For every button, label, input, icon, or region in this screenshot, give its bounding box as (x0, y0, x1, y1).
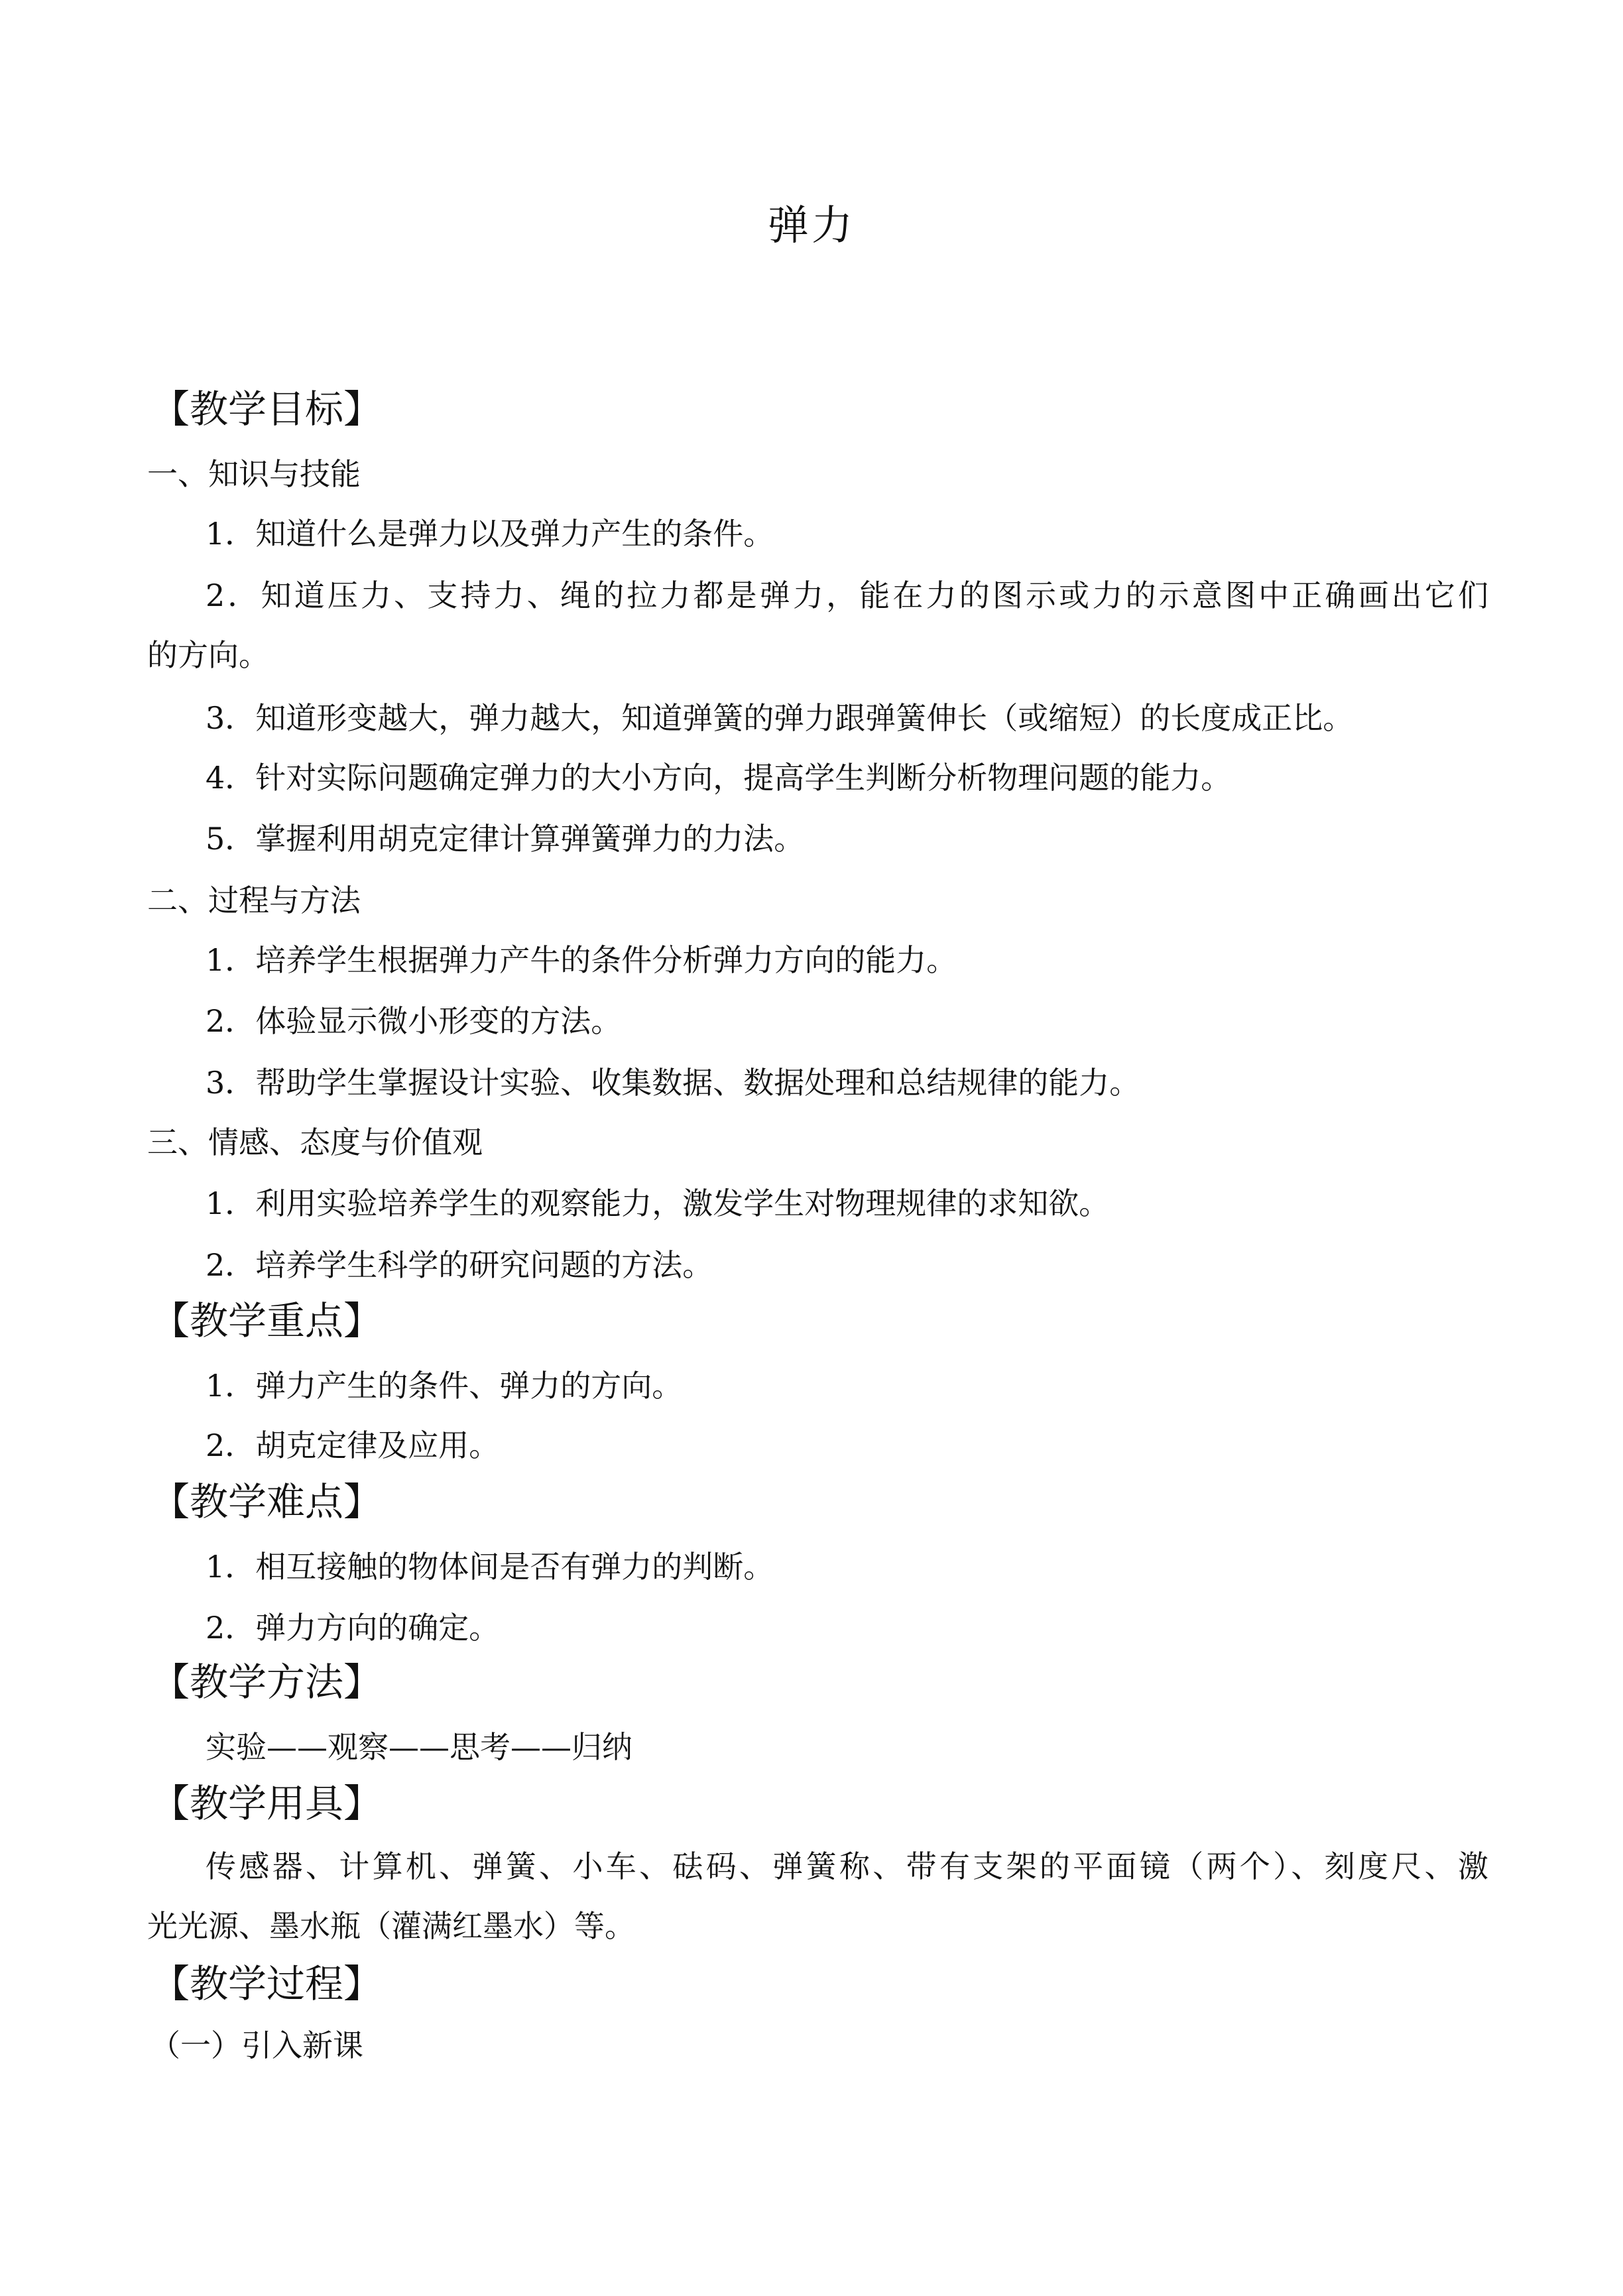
process-item-1: 1．培养学生根据弹力产牛的条件分析弹力方向的能力。 (206, 942, 957, 978)
keypoint-item-2: 2．胡克定律及应用。 (206, 1427, 500, 1463)
knowledge-item-3: 3．知道形变越大，弹力越大，知道弹簧的弹力跟弹簧伸长（或缩短）的长度成正比。 (206, 700, 1354, 736)
section-heading-difficulties: 【教学难点】 (151, 1479, 383, 1524)
subheading-knowledge: 一、知识与技能 (147, 456, 361, 492)
subheading-process-method: 二、过程与方法 (147, 882, 361, 918)
knowledge-item-1: 1．知道什么是弹力以及弹力产生的条件。 (206, 516, 774, 552)
section-heading-methods: 【教学方法】 (151, 1660, 383, 1705)
tools-line-2: 光光源、墨水瓶（灌满红墨水）等。 (147, 1908, 635, 1944)
section-heading-tools: 【教学用具】 (151, 1781, 383, 1826)
tools-line-1: 传感器、计算机、弹簧、小车、砝码、弹簧称、带有支架的平面镜（两个）、刻度尺、激 (206, 1848, 1488, 1884)
process-item-2: 2．体验显示微小形变的方法。 (206, 1003, 622, 1039)
section-heading-keypoints: 【教学重点】 (151, 1298, 383, 1343)
section-heading-process: 【教学过程】 (151, 1961, 383, 2006)
page-title: 弹力 (767, 201, 855, 249)
subheading-emotion: 三、情感、态度与价值观 (147, 1124, 483, 1160)
process-step-1: （一）引入新课 (150, 2027, 363, 2063)
process-item-3: 3．帮助学生掌握设计实验、收集数据、数据处理和总结规律的能力。 (206, 1065, 1140, 1101)
difficulty-item-2: 2．弹力方向的确定。 (206, 1610, 500, 1646)
emotion-item-1: 1．利用实验培养学生的观察能力，激发学生对物理规律的求知欲。 (206, 1185, 1110, 1221)
keypoint-item-1: 1．弹力产生的条件、弹力的方向。 (206, 1368, 683, 1404)
knowledge-item-2-cont: 的方向。 (147, 637, 269, 673)
emotion-item-2: 2．培养学生科学的研究问题的方法。 (206, 1247, 713, 1283)
knowledge-item-2: 2．知道压力、支持力、绳的拉力都是弹力，能在力的图示或力的示意图中正确画出它们 (206, 577, 1488, 613)
difficulty-item-1: 1．相互接触的物体间是否有弹力的判断。 (206, 1549, 774, 1585)
section-heading-goals: 【教学目标】 (151, 387, 383, 432)
methods-text: 实验——观察——思考——归纳 (206, 1729, 632, 1765)
knowledge-item-5: 5．掌握利用胡克定律计算弹簧弹力的力法。 (206, 821, 805, 857)
knowledge-item-4: 4．针对实际问题确定弹力的大小方向，提高学生判断分析物理问题的能力。 (206, 760, 1232, 796)
